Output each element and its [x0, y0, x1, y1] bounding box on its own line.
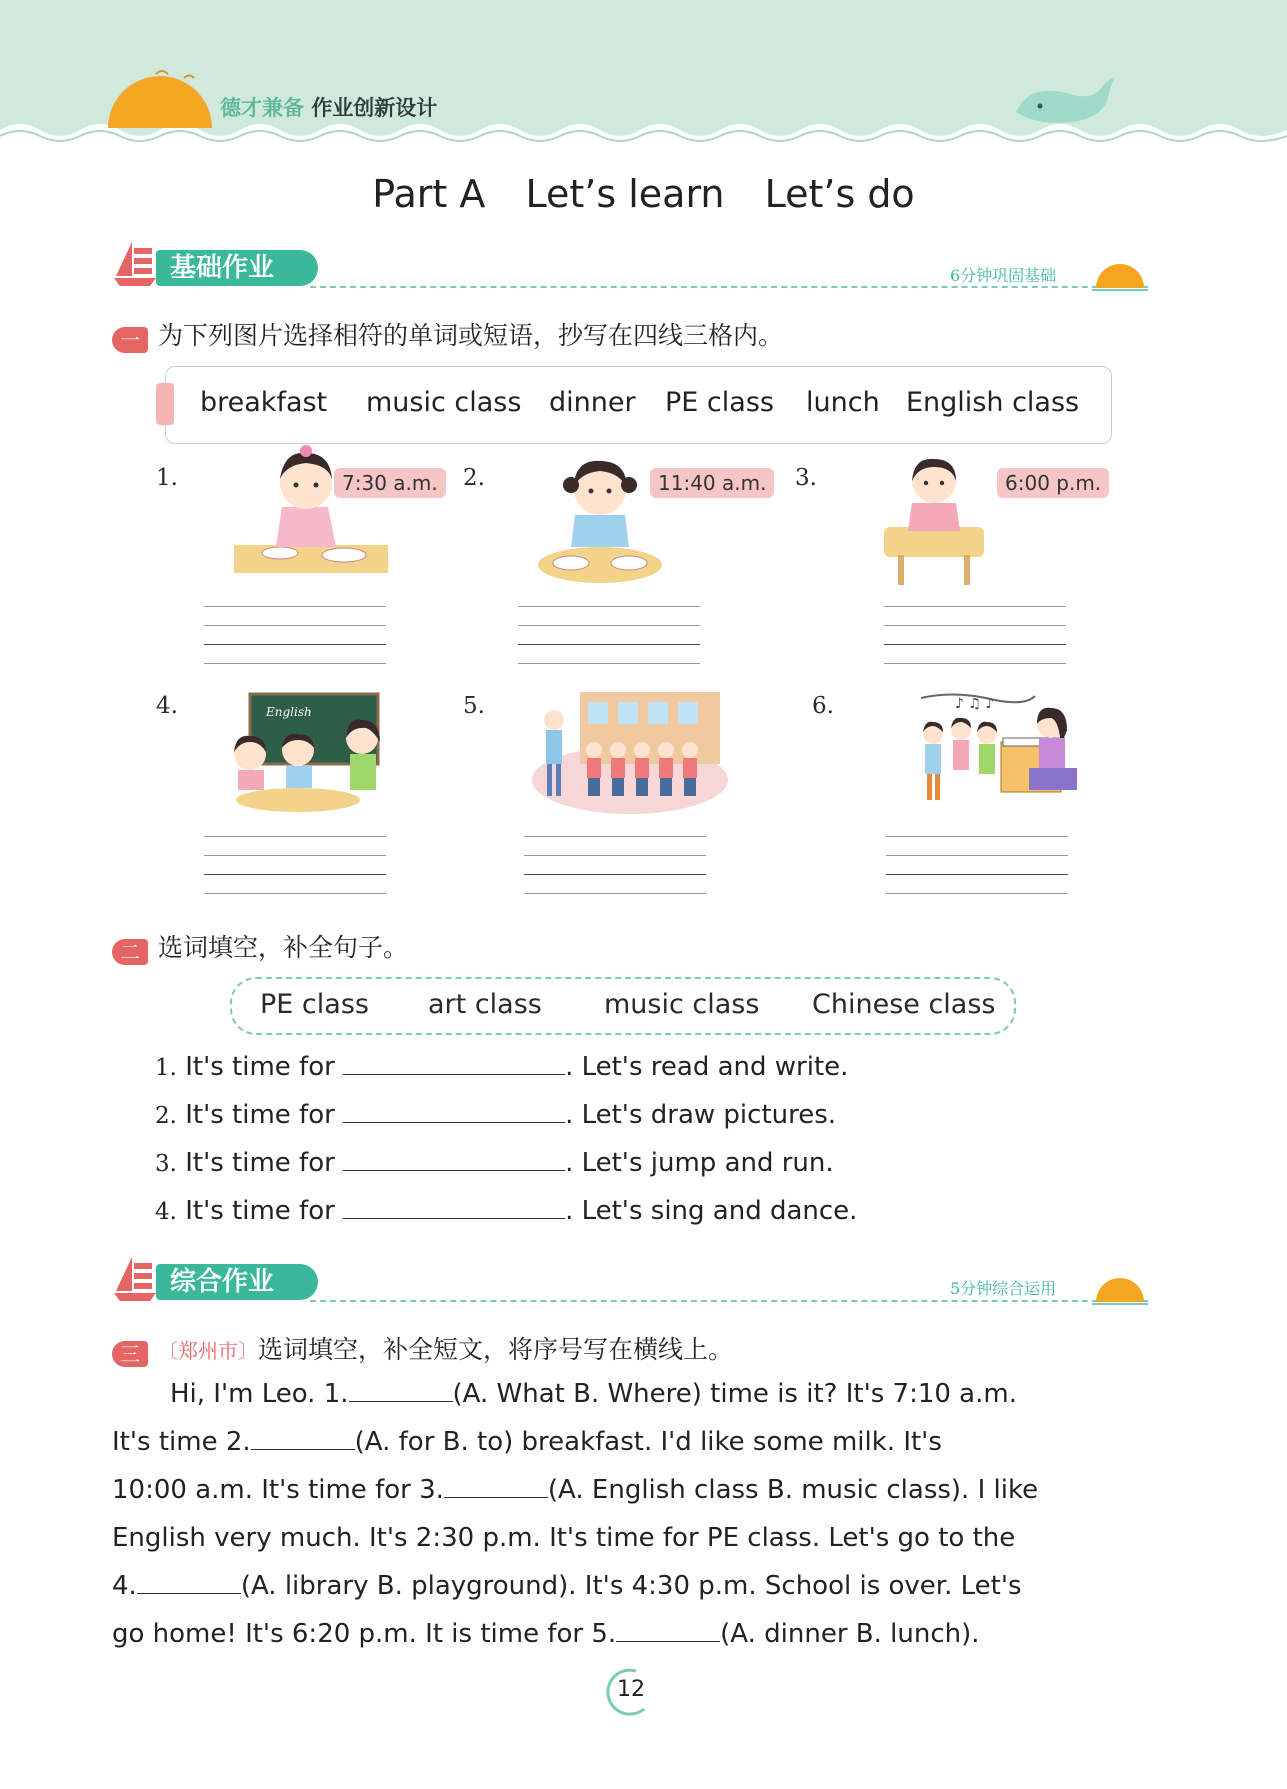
answer-blank[interactable] [251, 1449, 355, 1450]
q1-word-pe-class: PE class [665, 387, 774, 418]
girl-dinner-picture [880, 455, 990, 590]
sailboat-icon [112, 1255, 158, 1303]
q2-word-chinese-class: Chinese class [812, 989, 996, 1020]
section-divider [310, 286, 1148, 288]
passage-text: (A. English class B. music class). I like [547, 1475, 1039, 1505]
q2-instruction-row [112, 928, 408, 965]
q2-sentence-4 [155, 1196, 857, 1226]
passage-line [112, 1562, 1152, 1610]
passage-text: Hi, I'm Leo. 1. [170, 1379, 349, 1409]
english-class-picture [220, 692, 388, 817]
passage-text: go home! It's 6:20 p.m. It is time for 5. [112, 1619, 617, 1649]
four-line-grid [884, 606, 1066, 664]
q1-item-number: 2. [463, 465, 485, 491]
sentence-start: It's time for [185, 1100, 335, 1130]
answer-blank[interactable] [343, 1170, 565, 1171]
answer-blank[interactable] [343, 1218, 565, 1219]
q1-instruction: 为下列图片选择相符的单词或短语，抄写在四线三格内。 [158, 321, 784, 350]
q3-instruction-row [112, 1330, 733, 1367]
girl-breakfast-picture [232, 445, 392, 580]
sentence-end: . Let's read and write. [565, 1052, 849, 1082]
sun-icon [100, 60, 220, 130]
passage-text: English very much. It's 2:30 p.m. It's time for PE class. Let's go to the [112, 1523, 1016, 1553]
svg-text:♪ ♫ ♪: ♪ ♫ ♪ [955, 696, 995, 712]
answer-blank[interactable] [349, 1401, 453, 1402]
page-number: 12 [617, 1677, 645, 1702]
sentence-number: 4. [155, 1199, 177, 1225]
sentence-end: . Let's sing and dance. [565, 1196, 858, 1226]
passage-text: It's time 2. [112, 1427, 251, 1457]
whale-icon [1010, 72, 1120, 132]
brand-dark: 作业创新设计 [311, 96, 438, 120]
q1-word-lunch: lunch [806, 387, 880, 418]
sailboat-icon [112, 240, 158, 288]
section-basic-tag: 基础作业 [156, 250, 318, 286]
title-do: Let’s do [764, 172, 915, 216]
q1-item-number: 3. [795, 465, 817, 491]
q3-region-tag: 〔郑州市〕 [158, 1339, 258, 1363]
q2-number: 二 [112, 939, 148, 965]
title-learn: Let’s learn [525, 172, 725, 216]
section-comprehensive-tag: 综合作业 [156, 1264, 318, 1300]
four-line-grid [204, 606, 386, 664]
four-line-grid [886, 836, 1068, 894]
passage-line [112, 1514, 1152, 1562]
answer-blank[interactable] [616, 1641, 720, 1642]
brand-green: 德才兼备 [220, 96, 304, 120]
q2-word-box [230, 977, 1016, 1035]
page-title [0, 172, 1287, 216]
sentence-end: . Let's jump and run. [565, 1148, 834, 1178]
answer-blank[interactable] [444, 1497, 548, 1498]
q1-item-number: 4. [156, 693, 178, 719]
q2-sentence-3 [155, 1148, 834, 1178]
q2-word-art-class: art class [428, 989, 542, 1020]
time-badge: 6:00 p.m. [997, 468, 1109, 498]
passage-text: (A. dinner B. lunch). [720, 1619, 980, 1649]
pe-class-picture [530, 692, 730, 817]
sentence-number: 2. [155, 1103, 177, 1129]
passage-line [112, 1370, 1152, 1418]
passage-line [112, 1466, 1152, 1514]
section-comprehensive-note: 5分钟综合运用 [950, 1279, 1057, 1298]
small-sun-icon [1092, 252, 1152, 296]
q2-sentence-1 [155, 1052, 848, 1082]
board-text: English [266, 705, 312, 719]
time-badge: 11:40 a.m. [650, 468, 774, 498]
brand-title [220, 92, 437, 122]
small-sun-icon [1092, 1266, 1152, 1310]
q2-word-music-class: music class [604, 989, 760, 1020]
passage-text: (A. for B. to) breakfast. I'd like some milk. It's [354, 1427, 942, 1457]
answer-blank[interactable] [137, 1593, 241, 1594]
q1-number: 一 [112, 327, 148, 353]
girl-lunch-picture [535, 455, 665, 585]
four-line-grid [518, 606, 700, 664]
section-divider [310, 1300, 1148, 1302]
passage-text: 4. [112, 1571, 137, 1601]
q1-word-breakfast: breakfast [200, 387, 328, 418]
sentence-start: It's time for [185, 1148, 335, 1178]
answer-blank[interactable] [343, 1074, 565, 1075]
title-part: Part A [372, 172, 486, 216]
q1-word-english-class: English class [906, 387, 1080, 418]
time-badge: 7:30 a.m. [334, 468, 446, 498]
passage-text: (A. library B. playground). It's 4:30 p.m. School is over. Let's [240, 1571, 1022, 1601]
q1-item-number: 6. [812, 693, 834, 719]
passage-line [112, 1610, 1152, 1658]
q2-instruction: 选词填空，补全句子。 [158, 933, 409, 962]
passage-line [112, 1418, 1152, 1466]
music-class-picture [915, 690, 1080, 815]
q3-number: 三 [112, 1341, 148, 1367]
answer-blank[interactable] [343, 1122, 565, 1123]
q1-word-dinner: dinner [549, 387, 636, 418]
section-basic-note: 6分钟巩固基础 [950, 266, 1057, 285]
sentence-start: It's time for [185, 1196, 335, 1226]
four-line-grid [524, 836, 706, 894]
four-line-grid [204, 836, 386, 894]
q1-item-number: 5. [463, 693, 485, 719]
q3-passage [112, 1370, 1152, 1658]
q1-item-number: 1. [156, 465, 178, 491]
q3-instruction: 选词填空，补全短文，将序号写在横线上。 [258, 1335, 734, 1364]
q2-sentence-2 [155, 1100, 836, 1130]
passage-text: (A. What B. Where) time is it? It's 7:10 a.m. [452, 1379, 1017, 1409]
sentence-start: It's time for [185, 1052, 335, 1082]
q2-word-pe-class: PE class [260, 989, 369, 1020]
sentence-end: . Let's draw pictures. [565, 1100, 837, 1130]
q1-word-box [165, 366, 1112, 444]
q1-word-music-class: music class [366, 387, 522, 418]
sentence-number: 1. [155, 1055, 177, 1081]
q1-instruction-row [112, 316, 783, 353]
sentence-number: 3. [155, 1151, 177, 1177]
passage-text: 10:00 a.m. It's time for 3. [112, 1475, 444, 1505]
